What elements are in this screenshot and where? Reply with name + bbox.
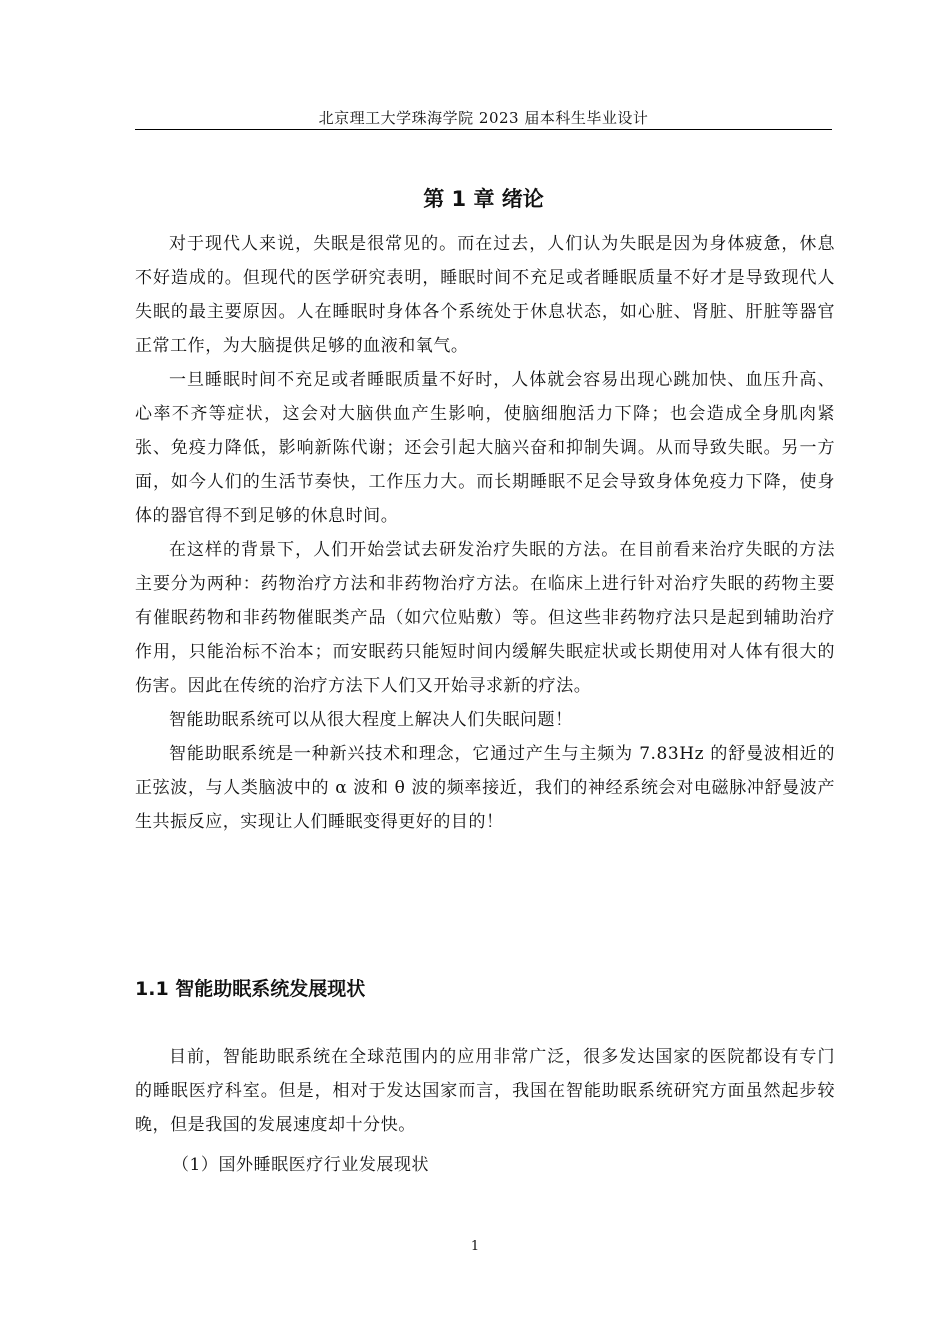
running-header: 北京理工大学珠海学院 2023 届本科生毕业设计	[318, 109, 649, 127]
section-heading: 1.1 智能助眠系统发展现状	[135, 978, 366, 1000]
header-rule	[135, 129, 832, 130]
paragraph: 智能助眠系统可以从很大程度上解决人们失眠问题！	[169, 710, 573, 730]
paragraph: 一旦睡眠时间不充足或者睡眠质量不好时，人体就会容易出现心跳加快、血压升高、心率不齐等症状，这会对大脑供血产生影响，使脑细胞活力下降；也会造成全身肌肉紧张、免疫力降低，影响新陈代谢；还会引起大脑兴奋和抑制失调。从而导致失眠。另一方面，如今人们的生活节奏快，工作压力大。而长期睡眠不足会导致身体免疫力下降，使身体的器官得不到足够的休息时间。	[135, 370, 835, 526]
sub-item-heading: （1）国外睡眠医疗行业发展现状	[172, 1155, 430, 1175]
chapter-intro	[135, 227, 835, 839]
paragraph: 在这样的背景下，人们开始尝试去研发治疗失眠的方法。在目前看来治疗失眠的方法主要分为两种：药物治疗方法和非药物治疗方法。在临床上进行针对治疗失眠的药物主要有催眠药物和非药物催眠类产品（如穴位贴敷）等。但这些非药物疗法只是起到辅助治疗作用，只能治标不治本；而安眠药只能短时间内缓解失眠症状或长期使用对人体有很大的伤害。因此在传统的治疗方法下人们又开始寻求新的疗法。	[135, 540, 835, 696]
page-number: 1	[470, 1239, 480, 1254]
paragraph: 目前，智能助眠系统在全球范围内的应用非常广泛，很多发达国家的医院都设有专门的睡眠医疗科室。但是，相对于发达国家而言，我国在智能助眠系统研究方面虽然起步较晚，但是我国的发展速度却十分快。	[135, 1047, 835, 1135]
paragraph: 智能助眠系统是一种新兴技术和理念，它通过产生与主频为 7.83Hz 的舒曼波相近的正弦波，与人类脑波中的 α 波和 θ 波的频率接近，我们的神经系统会对电磁脉冲舒曼波产生共振反应，实现让人们睡眠变得更好的目的！	[135, 744, 835, 832]
paragraph: 对于现代人来说，失眠是很常见的。而在过去，人们认为失眠是因为身体疲惫，休息不好造成的。但现代的医学研究表明，睡眠时间不充足或者睡眠质量不好才是导致现代人失眠的最主要原因。人在睡眠时身体各个系统处于休息状态，如心脏、肾脏、肝脏等器官正常工作，为大脑提供足够的血液和氧气。	[135, 234, 835, 356]
section-body	[135, 1040, 835, 1142]
chapter-title: 第 1 章 绪论	[423, 187, 544, 211]
